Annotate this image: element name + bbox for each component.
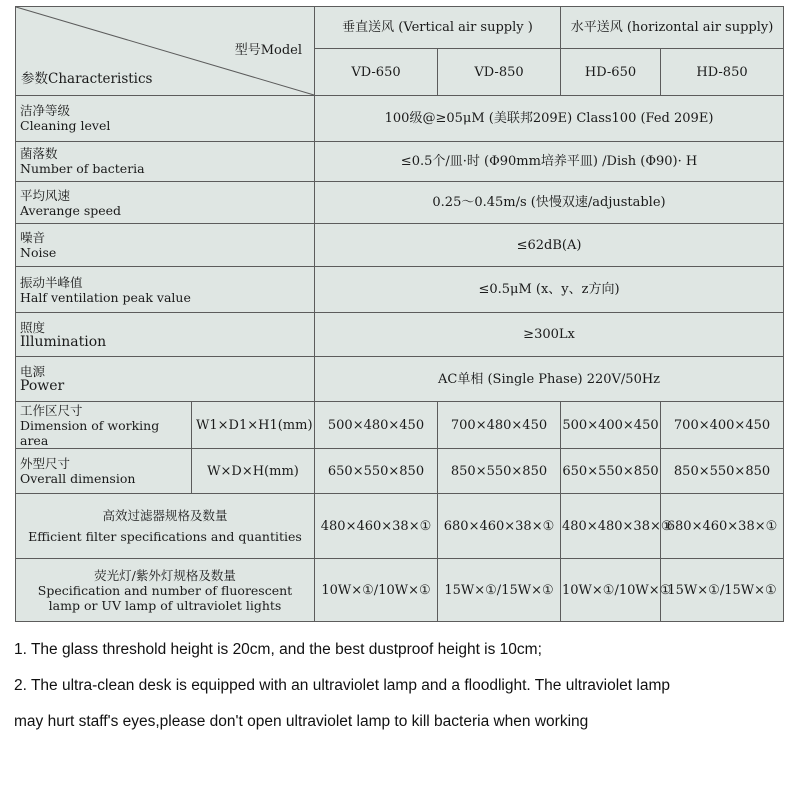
- row-illumination: [16, 313, 784, 356]
- row-label: [16, 266, 315, 313]
- row-number-of-bacteria: [16, 141, 784, 181]
- row-working-area: [16, 402, 784, 449]
- label-en: Power: [20, 378, 65, 395]
- row-value: ≤62dB(A): [315, 224, 784, 266]
- row-value: AC单相 (Single Phase) 220V/50Hz: [315, 356, 784, 402]
- model-label: 型号Model: [234, 43, 302, 58]
- label-en: Efficient filter specifications and quantities: [28, 529, 302, 545]
- value-cell: 480×480×38×①: [561, 494, 661, 559]
- row-lamp-spec: [16, 559, 784, 622]
- model-hd-850: HD-850: [661, 49, 784, 96]
- header-corner-cell: [16, 7, 315, 96]
- row-cleaning-level: [16, 95, 784, 141]
- label-en: Half ventilation peak value: [20, 289, 191, 305]
- unit-cell: W×D×H(mm): [192, 448, 315, 494]
- value-cell: 15W×①/15W×①: [438, 559, 561, 622]
- characteristics-label: 参数Characteristics: [21, 70, 153, 87]
- row-overall-dimension: [16, 448, 784, 494]
- row-value: ≤0.5个/皿·时 (Φ90mm培养平皿) /Dish (Φ90)· H: [315, 141, 784, 181]
- label-en: Averange speed: [20, 202, 122, 218]
- model-hd-650: HD-650: [561, 49, 661, 96]
- model-vd-850: VD-850: [438, 49, 561, 96]
- unit-cell: W1×D1×H1(mm): [192, 402, 315, 449]
- label-en: Dimension of working area: [20, 417, 160, 448]
- value-cell: 700×480×450: [438, 402, 561, 449]
- row-label: [16, 181, 315, 223]
- note-1: 1. The glass threshold height is 20cm, and the best dustproof height is 10cm;: [14, 641, 542, 658]
- value-cell: 650×550×850: [315, 448, 438, 494]
- row-label: [16, 494, 315, 559]
- label-zh: 外型尺寸: [20, 456, 71, 472]
- label-zh: 菌落数: [20, 146, 58, 162]
- label-zh: 振动半峰值: [20, 274, 83, 290]
- row-value: ≥300Lx: [315, 313, 784, 356]
- label-zh: 工作区尺寸: [20, 402, 83, 418]
- label-zh: 电源: [20, 364, 46, 380]
- row-power: [16, 356, 784, 402]
- label-zh: 照度: [20, 319, 46, 335]
- row-value: ≤0.5μM (x、y、z方向): [315, 266, 784, 313]
- value-cell: 850×550×850: [438, 448, 561, 494]
- note-2-line-2: may hurt staff's eyes,please don't open ultraviolet lamp to kill bacteria when working: [14, 713, 589, 730]
- row-filter-spec: [16, 494, 784, 559]
- label-zh: 噪音: [20, 230, 46, 246]
- value-cell: 700×400×450: [661, 402, 784, 449]
- row-value: 100级@≥05μM (美联邦209E) Class100 (Fed 209E): [315, 95, 784, 141]
- value-cell: 650×550×850: [561, 448, 661, 494]
- value-cell: 480×460×38×①: [315, 494, 438, 559]
- value-cell: 500×400×450: [561, 402, 661, 449]
- note-2-line-1: 2. The ultra-clean desk is equipped with an ultraviolet lamp and a floodlight. The ultraviolet lamp: [14, 677, 670, 694]
- value-cell: 850×550×850: [661, 448, 784, 494]
- model-vd-650: VD-650: [315, 49, 438, 96]
- label-en-line1: Specification and number of fluorescent: [37, 582, 293, 598]
- row-label: [16, 95, 315, 141]
- value-cell: 680×460×38×①: [661, 494, 784, 559]
- label-zh: 高效过滤器规格及数量: [102, 508, 228, 524]
- label-en: Overall dimension: [20, 471, 136, 487]
- row-label: [16, 356, 315, 402]
- row-average-speed: [16, 181, 784, 223]
- label-zh: 平均风速: [20, 187, 71, 203]
- horizontal-air-supply-header: 水平送风 (horizontal air supply): [561, 7, 784, 49]
- row-noise: [16, 224, 784, 266]
- row-label: [16, 313, 315, 356]
- spec-table: [15, 6, 784, 622]
- value-cell: 10W×①/10W×①: [561, 559, 661, 622]
- row-label: [16, 224, 315, 266]
- value-cell: 15W×①/15W×①: [661, 559, 784, 622]
- label-en: Number of bacteria: [20, 161, 145, 177]
- value-cell: 500×480×450: [315, 402, 438, 449]
- label-en-line2: lamp or UV lamp of ultraviolet lights: [48, 597, 282, 613]
- label-en: Illumination: [20, 333, 107, 350]
- value-cell: 680×460×38×①: [438, 494, 561, 559]
- row-label: [16, 448, 192, 494]
- vertical-air-supply-header: 垂直送风 (Vertical air supply ): [315, 7, 561, 49]
- value-cell: 10W×①/10W×①: [315, 559, 438, 622]
- label-zh: 洁净等级: [20, 103, 71, 119]
- label-zh: 荧光灯/紫外灯规格及数量: [94, 567, 236, 583]
- row-half-ventilation-peak: [16, 266, 784, 313]
- row-label: [16, 141, 315, 181]
- row-value: 0.25～0.45m/s (快慢双速/adjustable): [315, 181, 784, 223]
- label-en: Cleaning level: [20, 118, 111, 134]
- row-label: [16, 402, 192, 449]
- label-en: Noise: [20, 245, 57, 261]
- row-label: [16, 559, 315, 622]
